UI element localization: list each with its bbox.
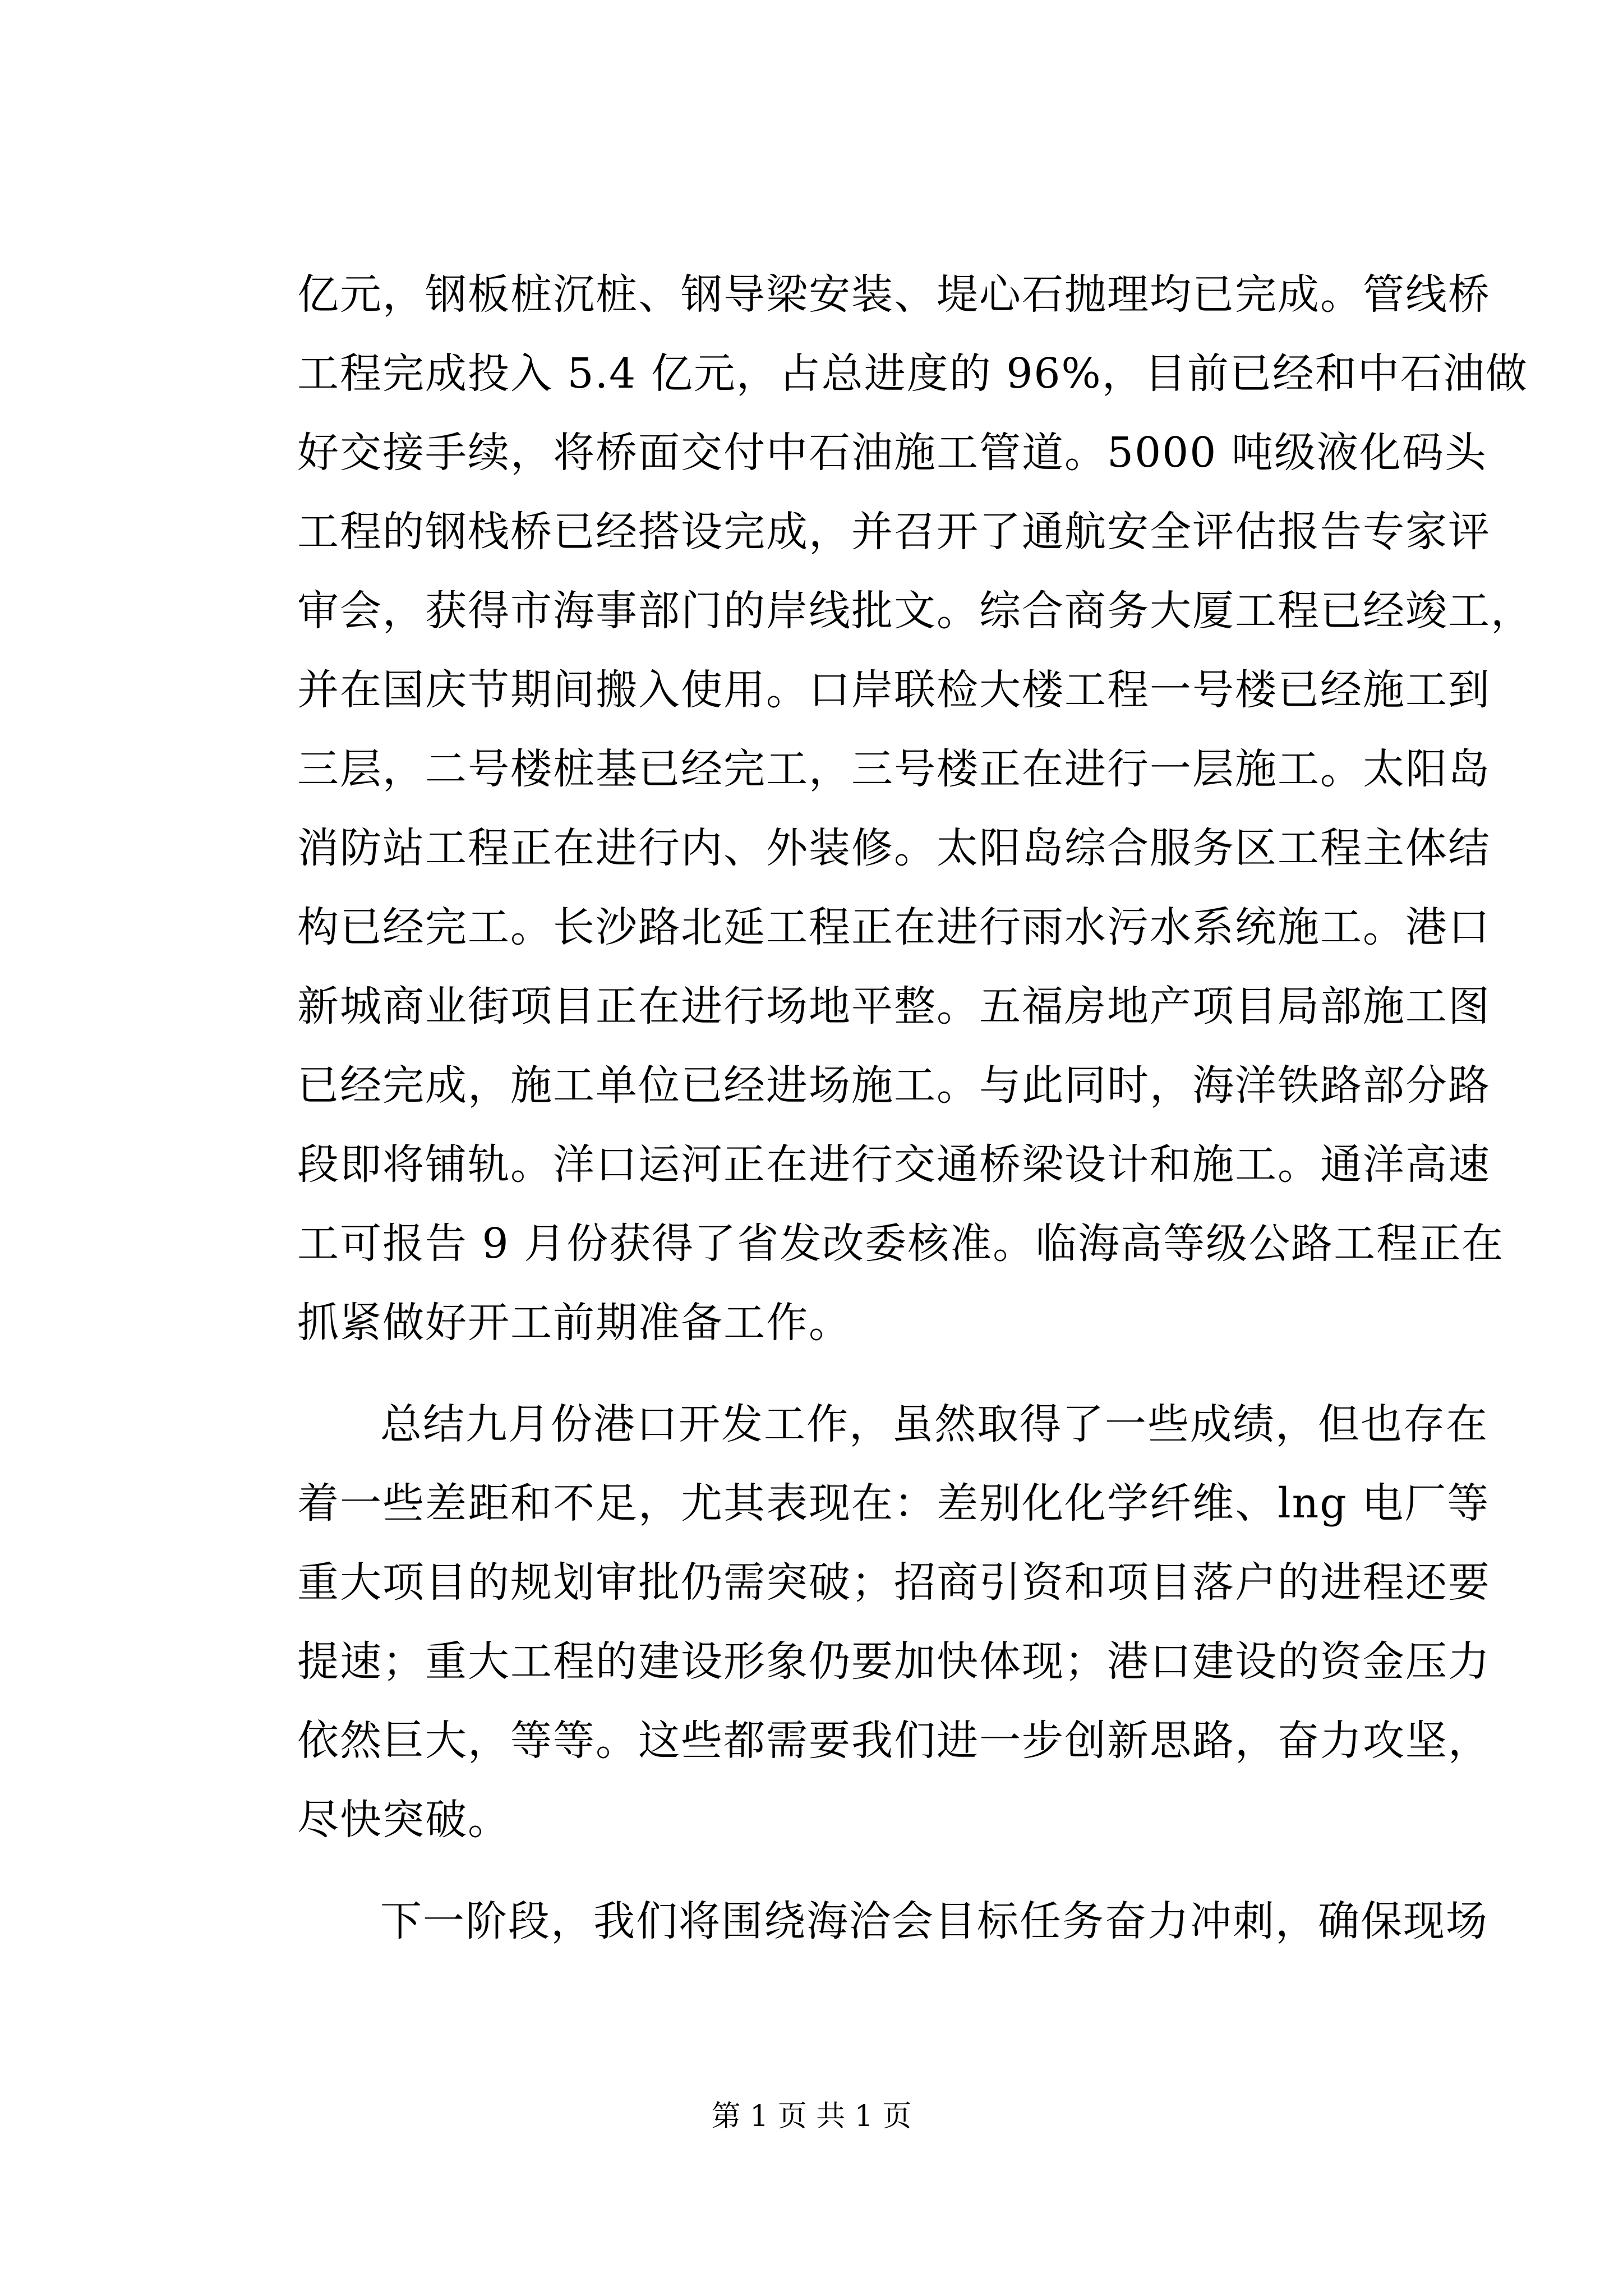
text-line: 提速；重大工程的建设形象仍要加快体现；港口建设的资金压力 bbox=[297, 1637, 1491, 1686]
text-line: 尽快突破。 bbox=[297, 1796, 510, 1844]
text-line: 已经完成，施工单位已经进场施工。与此同时，海洋铁路部分路 bbox=[297, 1061, 1491, 1110]
text-line: 工程完成投入 5.4 亿元，占总进度的 96%，目前已经和中石油做 bbox=[297, 349, 1528, 398]
paragraph-1 bbox=[297, 255, 1533, 1363]
text-line: 总结九月份港口开发工作，虽然取得了一些成绩，但也存在 bbox=[380, 1400, 1488, 1448]
text-line: 三层，二号楼桩基已经完工，三号楼正在进行一层施工。太阳岛 bbox=[297, 745, 1491, 793]
text-line: 并在国庆节期间搬入使用。口岸联检大楼工程一号楼已经施工到 bbox=[297, 666, 1491, 714]
text-line: 亿元，钢板桩沉桩、钢导梁安装、堤心石抛理均已完成。管线桥 bbox=[297, 270, 1491, 319]
page-footer: 第 1 页 共 1 页 bbox=[711, 2100, 912, 2133]
text-line: 段即将铺轨。洋口运河正在进行交通桥梁设计和施工。通洋高速 bbox=[297, 1140, 1491, 1189]
text-line: 好交接手续，将桥面交付中石油施工管道。5000 吨级液化码头 bbox=[297, 429, 1487, 477]
text-line: 审会，获得市海事部门的岸线批文。综合商务大厦工程已经竣工， bbox=[297, 587, 1533, 635]
text-line: 构已经完工。长沙路北延工程正在进行雨水污水系统施工。港口 bbox=[297, 903, 1491, 951]
text-line: 工可报告 9 月份获得了省发改委核准。临海高等级公路工程正在 bbox=[297, 1220, 1505, 1268]
document-body bbox=[297, 255, 1533, 1961]
paragraph-2 bbox=[297, 1385, 1491, 1860]
text-line: 下一阶段，我们将围绕海洽会目标任务奋力冲刺，确保现场 bbox=[380, 1897, 1488, 1945]
text-line: 工程的钢栈桥已经搭设完成，并召开了通航安全评估报告专家评 bbox=[297, 508, 1491, 556]
text-line: 消防站工程正在进行内、外装修。太阳岛综合服务区工程主体结 bbox=[297, 824, 1491, 872]
text-line: 着一些差距和不足，尤其表现在：差别化化学纤维、lng 电厂等 bbox=[297, 1479, 1490, 1527]
paragraph-3 bbox=[297, 1882, 1488, 1961]
text-line: 抓紧做好开工前期准备工作。 bbox=[297, 1299, 851, 1347]
text-line: 新城商业街项目正在进行场地平整。五福房地产项目局部施工图 bbox=[297, 982, 1491, 1030]
text-line: 重大项目的规划审批仍需突破；招商引资和项目落户的进程还要 bbox=[297, 1558, 1491, 1607]
text-line: 依然巨大，等等。这些都需要我们进一步创新思路，奋力攻坚， bbox=[297, 1717, 1491, 1765]
